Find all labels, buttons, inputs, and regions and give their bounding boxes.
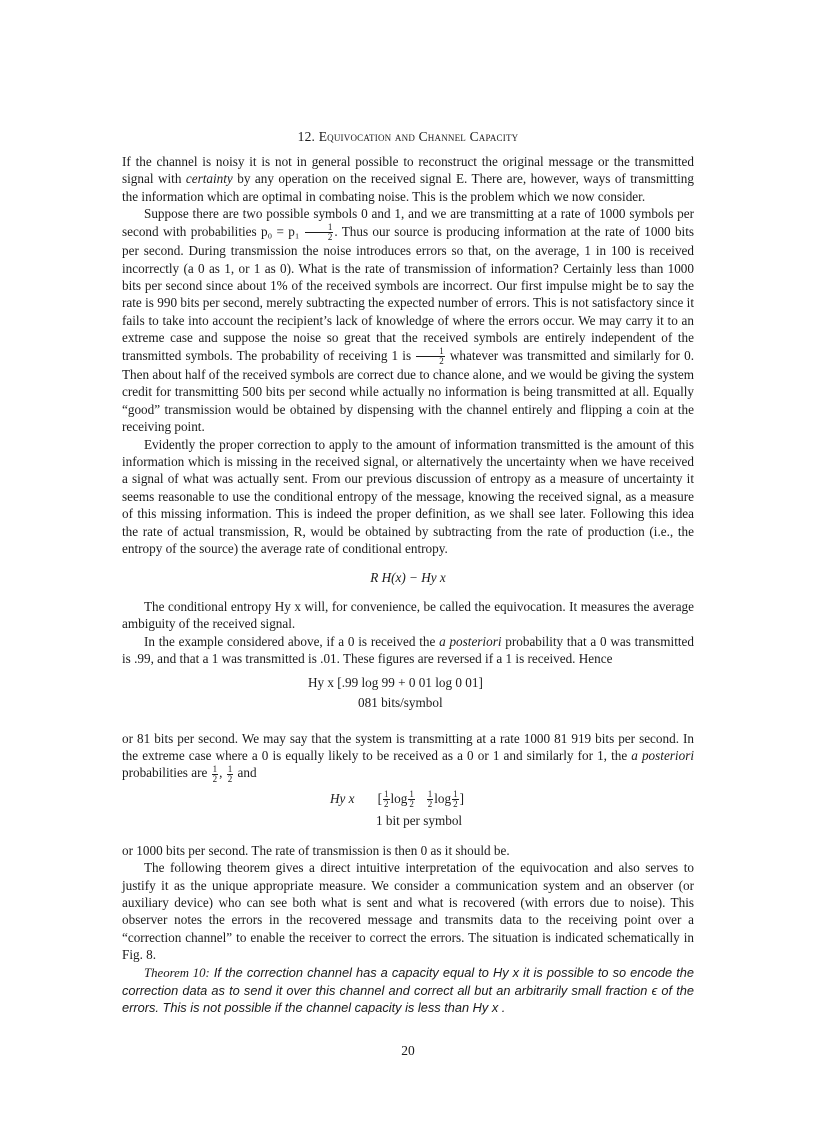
equation-equivocation bbox=[122, 674, 694, 718]
paragraph-1: If the channel is noisy it is not in general possible to reconstruct the original message or the transmitted signal with certainty by any operation on the received signal E. There are, however, ways of transmitting the information which are optimal in combating noise. This is the problem which we now consider. bbox=[122, 154, 694, 204]
equation-rate: R H(x) − Hy x bbox=[370, 570, 446, 586]
paragraph-4: The conditional entropy Hy x will, for convenience, be called the equivocation. It measures the average ambiguity of the received signal. bbox=[122, 598, 694, 632]
section-title: Equivocation and Channel Capacity bbox=[318, 129, 519, 144]
section-heading bbox=[122, 129, 694, 145]
equation-line-1: Hy x [.99 log 99 + 0 01 log 0 01] bbox=[308, 674, 483, 690]
fraction-half: $\frac{1}{2}$ bbox=[305, 223, 334, 242]
equation-extreme bbox=[122, 790, 694, 830]
equation-line-1: Hy x [ $\frac{1}{2}$ log $\frac{1}{2}$ $\frac{1}{2}$ log $\frac{1}{2}$ ] bbox=[330, 789, 465, 810]
page-number: 20 bbox=[401, 1043, 415, 1058]
section-number: 12. bbox=[297, 129, 316, 144]
theorem-10: Theorem 10: If the correction channel has a capacity equal to Hy x it is possible to so encode the correction data as to send it over this channel and correct all but an arbitrarily small fraction ϵ of the errors. This is not possible if the channel capacity is less than Hy x . bbox=[122, 964, 694, 1016]
equation-line-2: 081 bits/symbol bbox=[358, 694, 443, 710]
paragraph-7: or 1000 bits per second. The rate of transmission is then 0 as it should be. bbox=[122, 842, 510, 858]
body-text bbox=[122, 153, 694, 1017]
paragraph-2: Suppose there are two possible symbols 0 and 1, and we are transmitting at a rate of 1000 symbols per second with probabilities p₀ = p₁ $\frac{1}{2}$ . Thus our source is producing information at the rate of 1000 bits per second. During transmission the noise introduces errors so that, on the average, 1 in 100 is received incorrectly (a 0 as 1, or 1 as 0). What is the rate of transmission of information? Certainly less than 1000 bits per second since about 1% of the received symbols are incorrect. Our first impulse might be to say the rate is 990 bits per second, merely subtracting the expected number of errors. This is not satisfactory since it fails to take into account the recipient’s lack of knowledge of where the errors occur. We may carry it to an extreme case and suppose the noise so great that the received symbols are entirely independent of the transmitted symbols. The probability of receiving 1 is $\frac{1}{2}$ whatever was transmitted and similarly for 0. Then about half of the received symbols are correct due to chance alone, and we would be giving the system credit for transmitting 500 bits per second while actually no information is being transmitted at all. Equally “good” transmission would be obtained by dispensing with the channel entirely and flipping a coin at the receiving point. bbox=[122, 206, 695, 435]
paragraph-6: or 81 bits per second. We may say that the system is transmitting at a rate 1000 81 919 bits per second. In the extreme case where a 0 is equally likely to be received as a 0 or 1 and similarly for 1, the a posteriori probabilities are $\frac{1}{2}$ , $\frac{1}{2}$ and bbox=[122, 730, 694, 784]
paragraph-3: Evidently the proper correction to apply to the amount of information transmitted is the amount of this information which is missing in the received signal, or alternatively the uncertainty when we have received a signal of what was actually sent. From our previous discussion of entropy as a measure of uncertainty it seems reasonable to use the conditional entropy of the message, knowing the received signal, as a measure of this missing information. This is indeed the proper definition, as we shall see later. Following this idea the rate of actual transmission, R, would be obtained by subtracting from the rate of production (i.e., the entropy of the source) the average rate of conditional entropy. bbox=[122, 436, 694, 557]
fraction-half: $\frac{1}{2}$ bbox=[416, 347, 445, 366]
paragraph-5: In the example considered above, if a 0 is received the a posteriori probability that a 0 was transmitted is .99, and that a 1 was transmitted is .01. These figures are reversed if a 1 is received. Hence bbox=[122, 633, 694, 667]
equation-line-2: 1 bit per symbol bbox=[376, 812, 463, 828]
paragraph-8: The following theorem gives a direct intuitive interpretation of the equivocation and also serves to justify it as the unique appropriate measure. We consider a communication system and an observer (or auxiliary device) who can see both what is sent and what is recovered (with errors due to noise). This observer notes the errors in the recovered message and transmits data to the receiving point over a “correction channel” to enable the receiver to correct the errors. The situation is indicated schematically in Fig. 8. bbox=[122, 860, 694, 963]
